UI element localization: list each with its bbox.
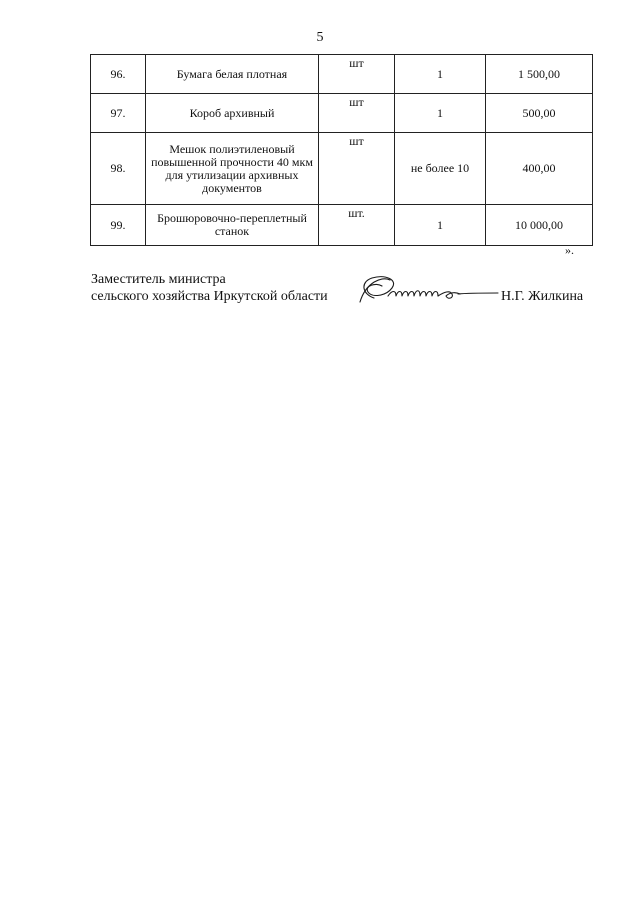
item-quantity: 1 [395, 205, 486, 246]
item-price: 500,00 [486, 94, 593, 133]
row-number: 99. [91, 205, 146, 246]
item-price: 400,00 [486, 133, 593, 205]
item-quantity: 1 [395, 55, 486, 94]
items-table [90, 54, 593, 246]
row-number: 97. [91, 94, 146, 133]
table-row [91, 94, 593, 133]
table-row [91, 133, 593, 205]
handwritten-signature [352, 272, 502, 312]
item-name: Брошюровочно-переплетный станок [146, 205, 319, 246]
row-number: 96. [91, 55, 146, 94]
item-quantity: не более 10 [395, 133, 486, 205]
table-row [91, 55, 593, 94]
item-price: 1 500,00 [486, 55, 593, 94]
signer-title-line-1: Заместитель министра [91, 272, 226, 287]
item-name: Короб архивный [146, 94, 319, 133]
item-name: Бумага белая плотная [146, 55, 319, 94]
item-price: 10 000,00 [486, 205, 593, 246]
row-number: 98. [91, 133, 146, 205]
item-unit: шт. [319, 205, 395, 246]
item-unit: шт [319, 94, 395, 133]
table-row [91, 205, 593, 246]
signer-title-line-2: сельского хозяйства Иркутской области [91, 289, 328, 304]
item-unit: шт [319, 133, 395, 205]
item-unit: шт [319, 55, 395, 94]
item-quantity: 1 [395, 94, 486, 133]
item-name: Мешок полиэтиленовый повышенной прочности 40 мкм для утилизации архивных документов [146, 133, 319, 205]
signer-name: Н.Г. Жилкина [501, 289, 584, 304]
closing-quote: ». [565, 243, 574, 257]
page-number: 5 [316, 30, 324, 45]
